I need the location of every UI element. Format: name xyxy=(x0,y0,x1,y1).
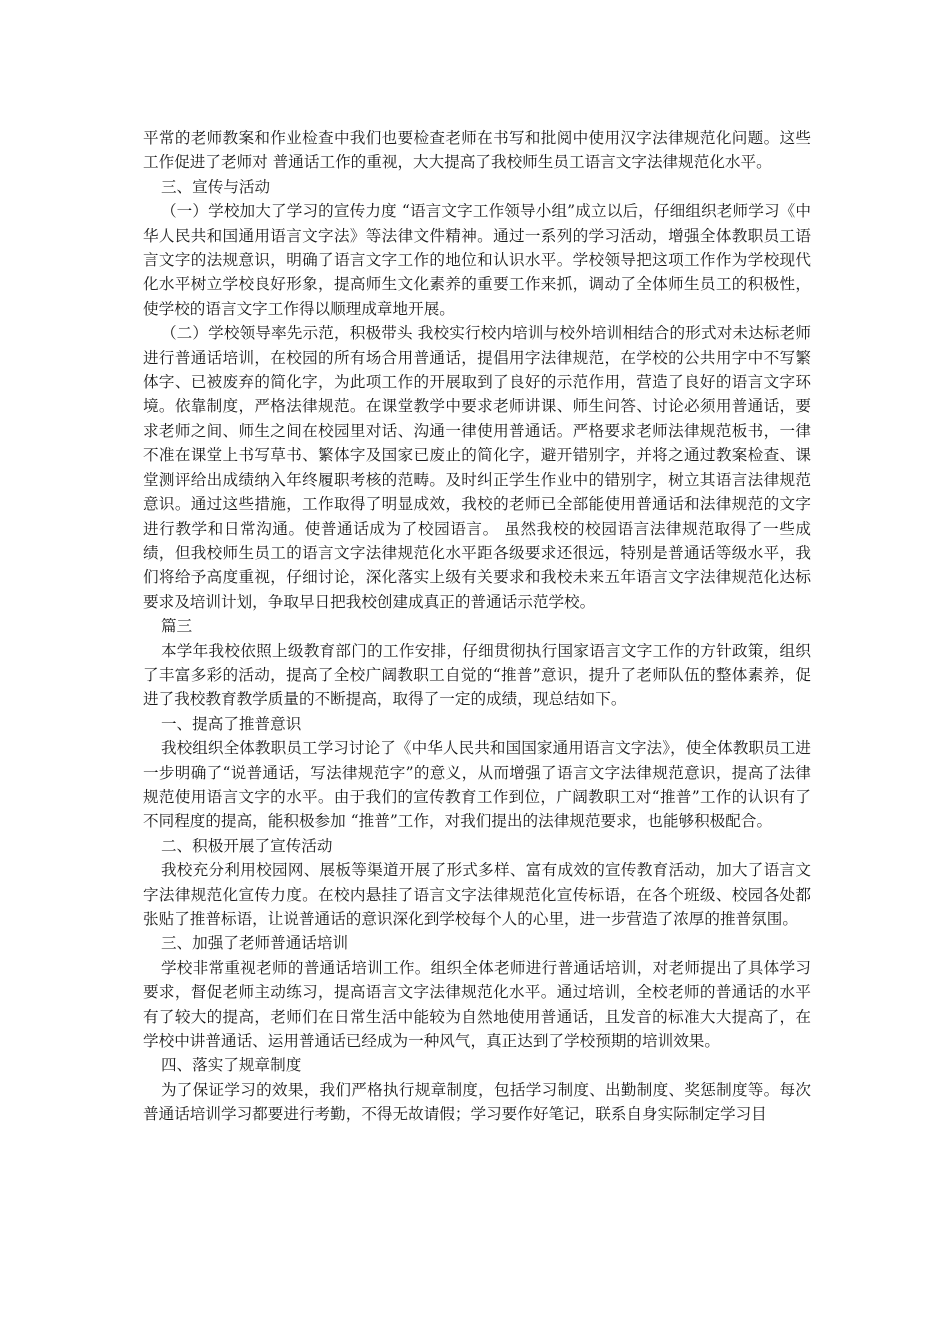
paragraph-campaign: 我校充分利用校园网、展板等渠道开展了形式多样、富有成效的宣传教育活动，加大了语言文字法律规范化宣传力度。在校内悬挂了语言文字法律规范化宣传标语，在各个班级、校园各处都张贴了推普标语，让说普通话的意识深化到学校每个人的心里，进一步营造了浓厚的推普氛围。 xyxy=(143,861,811,928)
paragraph-intro: 平常的老师教案和作业检查中我们也要检查老师在书写和批阅中使用汉字法律规范化问题。这些工作促进了老师对 普通话工作的重视，大大提高了我校师生员工语言文字法律规范化水平。 xyxy=(143,129,811,172)
paragraph-publicity-1: （一）学校加大了学习的宣传力度 “语言文字工作领导小组”成立以后，仔细组织老师学习《中华人民共和国通用语言文字法》等法律文件精神。通过一系列的学习活动，增强全体教职员工语言文字的法规意识，明确了语言文字工作的地位和认识水平。学校领导把这项工作作为学校现代化水平树立学校良好形象，提高师生文化素养的重要工作来抓，调动了全体师生员工的积极性，使学校的语言文字工作得以顺理成章地开展。 xyxy=(143,202,811,318)
paragraph-summary-intro: 本学年我校依照上级教育部门的工作安排，仔细贯彻执行国家语言文字工作的方针政策，组织了丰富多彩的活动，提高了全校广阔教职工自觉的“推普”意识，提升了老师队伍的整体素养，促进了我校教育教学质量的不断提高，取得了一定的成绩，现总结如下。 xyxy=(143,641,811,709)
paragraph-regulations: 为了保证学习的效果，我们严格执行规章制度，包括学习制度、出勤制度、奖惩制度等。每次普通话培训学习都要进行考勤，不得无故请假；学习要作好笔记，联系自身实际制定学习目 xyxy=(143,1080,811,1124)
section-heading-regulations: 四、落实了规章制度 xyxy=(160,1056,302,1075)
paragraph-publicity-2: （二）学校领导率先示范，积极带头 我校实行校内培训与校外培训相结合的形式对未达标老师进行普通话培训，在校园的所有场合用普通话，提倡用字法律规范，在学校的公共用字中不写繁体字、已被废弃的简化字，为此项工作的开展取到了良好的示范作用，营造了良好的语言文字环境。依靠制度，严格法律规范。在课堂教学中要求老师讲课、师生问答、讨论必须用普通话，要求老师之间、师生之间在校园里对话、沟通一律使用普通话。严格要求老师法律规范板书，一律不准在课堂上书写草书、繁体字及国家已废止的简化字，避开错别字，并将之通过教案检查、课堂测评给出成绩纳入年终履职考核的范畴。及时纠正学生作业中的错别字，树立其语言法律规范意识。通过这些措施，工作取得了明显成效，我校的老师已全部能使用普通话和法律规范的文字进行教学和日常沟通。使普通话成为了校园语言。 虽然我校的校园语言法律规范取得了一些成绩，但我校师生员工的语言文字法律规范化水平距各级要求还很远，特别是普通话等级水平，我们将给予高度重视，仔细讨论，深化落实上级有关要求和我校未来五年语言文字法律规范化达标要求及培训计划，争取早日把我校创建成真正的普通话示范学校。 xyxy=(143,324,811,611)
section-heading-awareness: 一、提高了推普意识 xyxy=(160,714,302,733)
paragraph-awareness: 我校组织全体教职员工学习讨论了《中华人民共和国国家通用语言文字法》，使全体教职员工进一步明确了“说普通话，写法律规范字”的意义，从而增强了语言文字法律规范意识，提高了法律规范使用语言文字的水平。由于我们的宣传教育工作到位，广阔教职工对“推普”工作的认识有了不同程度的提高，能积极参加 “推普”工作，对我们提出的法律规范要求，也能够积极配合。 xyxy=(143,739,811,831)
section-heading-publicity: 三、宣传与活动 xyxy=(160,177,271,196)
chapter-heading-part-three: 篇三 xyxy=(160,617,193,636)
paragraph-training: 学校非常重视老师的普通话培训工作。组织全体老师进行普通话培训，对老师提出了具体学习要求，督促老师主动练习，提高语言文字法律规范化水平。通过培训，全校老师的普通话的水平有了较大的提高，老师们在日常生活中能较为自然地使用普通话，且发音的标准大大提高了，在学校中讲普通话、运用普通话已经成为一种风气，真正达到了学校预期的培训效果。 xyxy=(143,958,811,1051)
document-body xyxy=(143,126,811,1127)
section-heading-campaign: 二、积极开展了宣传活动 xyxy=(160,836,333,855)
section-heading-training: 三、加强了老师普通话培训 xyxy=(160,934,349,953)
